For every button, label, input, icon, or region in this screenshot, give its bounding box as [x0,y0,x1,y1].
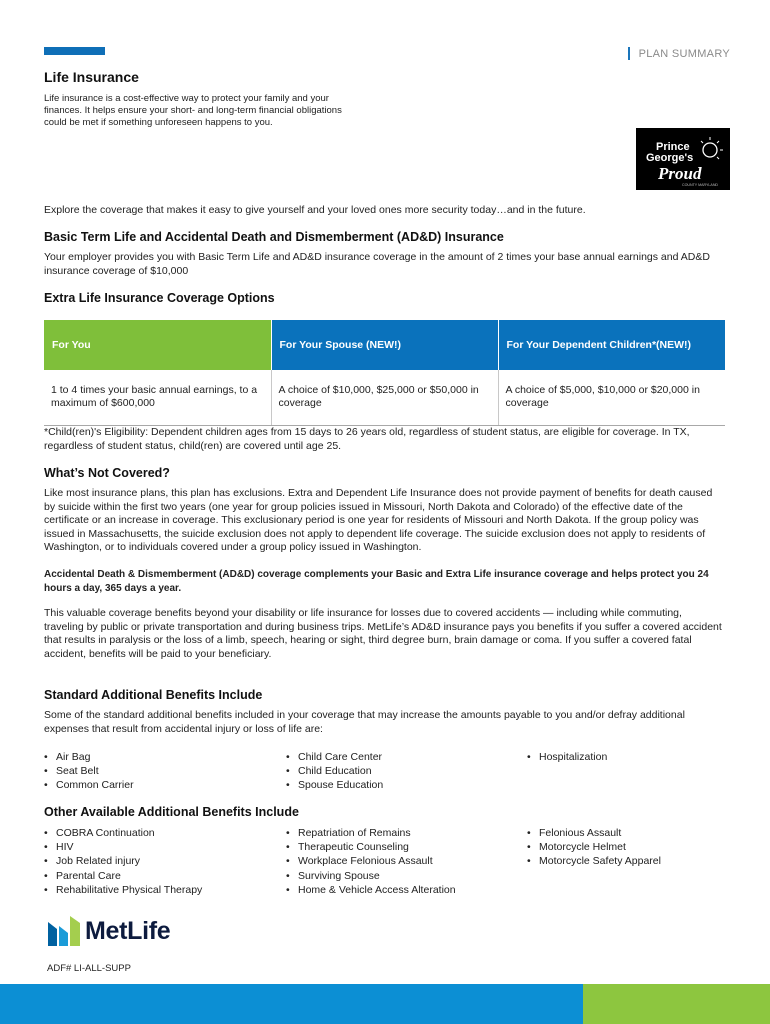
standard-benefits-list-3 [527,750,607,764]
standard-benefits-list-1 [44,750,134,793]
list-item: • Motorcycle Helmet [527,840,661,854]
standard-benefits-intro: Some of the standard additional benefits included in your coverage that may increase the amounts payable to you and/or defray additional expenses that result from accidental injury or loss of life are: [44,709,685,735]
extra-life-heading: Extra Life Insurance Coverage Options [44,291,275,305]
not-covered-body: Like most insurance plans, this plan has exclusions. Extra and Dependent Life Insurance does not provide payment of benefits for death caused by suicide within the first two years (one year for group policies issued in Missouri, North Dakota and Colorado) of the effective date of the certificate or an increase in coverage. This exclusionary period is one year for residents of Missouri and North Dakota. If the group policy was issued in Massachusetts, the suicide exclusion does not apply to dependent life coverage. The suicide exclusion does not apply to residents of Washington, or to individuals covered under a group policy issued in Washington. [44,487,713,554]
list-item: • HIV [44,840,202,854]
cell-for-spouse: A choice of $10,000, $25,000 or $50,000 in coverage [271,370,498,425]
list-item: • Spouse Education [286,778,383,792]
not-covered-heading: What’s Not Covered? [44,466,170,480]
list-item: • COBRA Continuation [44,826,202,840]
list-item: • Rehabilitative Physical Therapy [44,883,202,897]
header-for-spouse: For Your Spouse (NEW!) [271,320,498,370]
intro-paragraph: Life insurance is a cost-effective way to protect your family and your finances. It helps ensure your short- and long-term financial obligations could be met if something unforeseen happens to you. [44,93,342,128]
list-item: • Job Related injury [44,854,202,868]
prince-georges-logo-graphic [636,128,730,190]
list-item: • Therapeutic Counseling [286,840,456,854]
metlife-m-icon [48,916,80,946]
plan-summary-label [628,47,730,60]
top-accent-bar [44,47,105,55]
other-benefits-list-1 [44,826,202,897]
list-item: • Seat Belt [44,764,134,778]
list-item: • Air Bag [44,750,134,764]
cell-for-children: A choice of $5,000, $10,000 or $20,000 in coverage [498,370,725,425]
basic-life-heading: Basic Term Life and Accidental Death and Dismemberment (AD&D) Insurance [44,230,504,244]
list-item: • Felonious Assault [527,826,661,840]
coverage-options-table [44,320,725,426]
other-benefits-list-3 [527,826,661,869]
list-item: • Child Education [286,764,383,778]
prince-georges-proud-logo [636,128,730,190]
other-benefits-list-2 [286,826,456,897]
add-highlight-text: Accidental Death & Dismemberment (AD&D) coverage complements your Basic and Extra Life insurance coverage and helps protect you 24 hours a day, 365 days a year. [44,569,709,594]
cell-for-you: 1 to 4 times your basic annual earnings, to a maximum of $600,000 [44,370,271,425]
logo-text-proud: Proud [658,164,702,183]
plan-summary-text: PLAN SUMMARY [638,47,730,60]
coverage-table-header-row [44,320,725,370]
list-item: • Hospitalization [527,750,607,764]
standard-benefits-list-2 [286,750,383,793]
header-for-you: For You [44,320,271,370]
plan-summary-divider [628,47,630,60]
footer-blue-band [0,984,583,1024]
list-item: • Common Carrier [44,778,134,792]
logo-text-county: COUNTY MARYLAND [682,183,719,187]
metlife-logo [48,916,170,946]
page-title: Life Insurance [44,69,139,85]
list-item: • Surviving Spouse [286,869,456,883]
list-item: • Motorcycle Safety Apparel [527,854,661,868]
logo-text-prince: Prince [656,141,690,153]
list-item: • Home & Vehicle Access Alteration [286,883,456,897]
list-item: • Child Care Center [286,750,383,764]
children-eligibility-footnote: *Child(ren)'s Eligibility: Dependent children ages from 15 days to 26 years old, regardless of student status, are eligible for coverage. In TX, regardless of student status, child(ren) are covered until age 25. [44,426,690,452]
header-for-children: For Your Dependent Children*(NEW!) [498,320,725,370]
adf-code: ADF# LI-ALL-SUPP [47,963,131,974]
list-item: • Workplace Felonious Assault [286,854,456,868]
list-item: • Repatriation of Remains [286,826,456,840]
basic-life-body: Your employer provides you with Basic Term Life and AD&D insurance coverage in the amount of 2 times your base annual earnings and AD&D insurance coverage of $10,000 [44,251,710,277]
table-row [44,370,725,425]
standard-benefits-heading: Standard Additional Benefits Include [44,688,263,702]
footer-green-band [583,984,770,1024]
explore-coverage-text: Explore the coverage that makes it easy to give yourself and your loved ones more security today…and in the future. [44,204,586,216]
add-body: This valuable coverage benefits beyond your disability or life insurance for losses due to covered accidents — including while commuting, traveling by public or private transportation and during business trips. MetLife’s AD&D insurance pays you benefits if you suffer a covered accident that results in paralysis or the loss of a limb, speech, hearing or sight, third degree burn, brain damage or coma. If you suffer a covered fatal accident, benefits will be paid to your beneficiary. [44,607,722,660]
list-item: • Parental Care [44,869,202,883]
other-benefits-heading: Other Available Additional Benefits Include [44,805,299,819]
logo-text-georges: George's [646,152,694,164]
metlife-wordmark: MetLife [85,916,171,945]
